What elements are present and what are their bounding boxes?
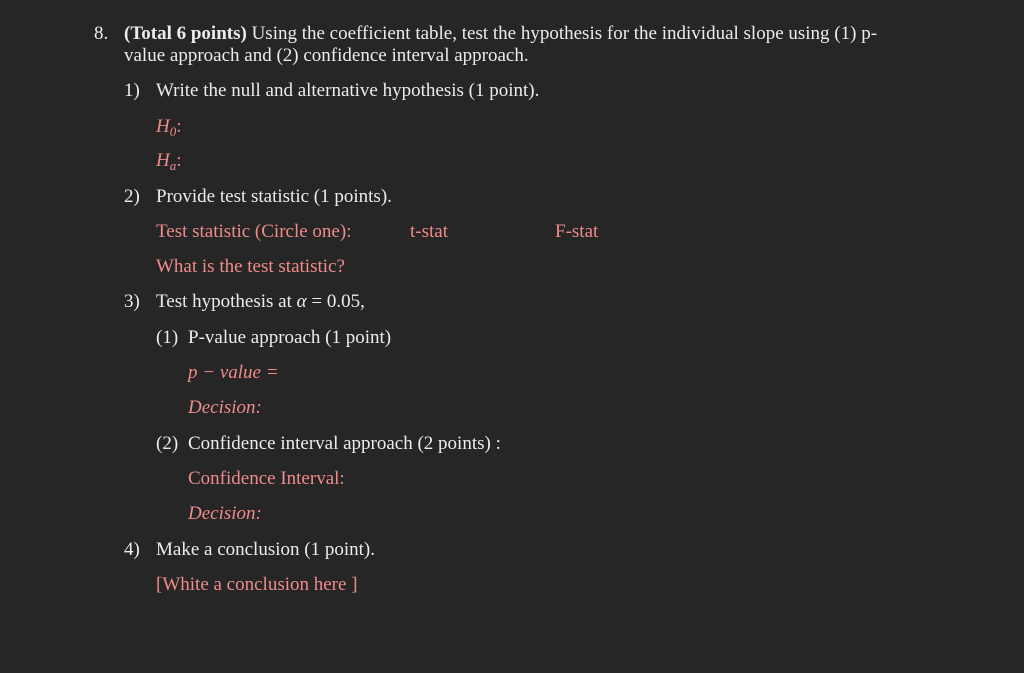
alpha-symbol: α (296, 291, 307, 312)
conclusion-field[interactable]: [White a conclusion here ] (156, 574, 358, 595)
circle-one-label: Test statistic (Circle one): (156, 221, 352, 242)
part3-number: 3) (124, 291, 140, 312)
part1-number: 1) (124, 80, 140, 101)
ha-symbol: H (156, 150, 170, 171)
prompt-text: Using the coefficient table, test the hypothesis for the individual slope using (1) p- (246, 23, 878, 44)
part2-text: Provide test statistic (1 points). (156, 186, 392, 207)
question-number: 8. (94, 23, 109, 44)
decision2-field[interactable]: Decision: (188, 503, 262, 524)
points-label: (Total 6 points) (124, 23, 247, 44)
part3-text (156, 291, 365, 313)
question-prompt-line1 (124, 23, 877, 45)
h0-symbol: H (156, 116, 170, 137)
part4-text: Make a conclusion (1 point). (156, 539, 375, 560)
test-statistic-field[interactable]: What is the test statistic? (156, 256, 345, 277)
p-value-field[interactable]: p − value = (188, 362, 279, 383)
option-f-stat[interactable]: F-stat (555, 221, 599, 242)
part1-text: Write the null and alternative hypothesis (1 point). (156, 80, 540, 101)
ha-subscript: a (169, 158, 177, 173)
alpha-value: = 0.05, (306, 291, 365, 312)
subpart2-text: Confidence interval approach (2 points) : (188, 433, 501, 454)
question-prompt-line2: value approach and (2) confidence interval approach. (124, 45, 529, 66)
ha-colon: : (176, 150, 182, 171)
subpart2-number: (2) (156, 433, 179, 454)
option-t-stat[interactable]: t-stat (410, 221, 448, 242)
part4-number: 4) (124, 539, 140, 560)
alt-hypothesis-field[interactable] (156, 150, 182, 172)
h0-subscript: 0 (169, 124, 177, 139)
h0-colon: : (176, 116, 182, 137)
null-hypothesis-field[interactable] (156, 116, 182, 138)
decision1-field[interactable]: Decision: (188, 397, 262, 418)
part3-prefix: Test hypothesis at (156, 291, 297, 312)
subpart1-text: P-value approach (1 point) (188, 327, 392, 348)
subpart1-number: (1) (156, 327, 179, 348)
part2-number: 2) (124, 186, 140, 207)
confidence-interval-field[interactable]: Confidence Interval: (188, 468, 345, 489)
